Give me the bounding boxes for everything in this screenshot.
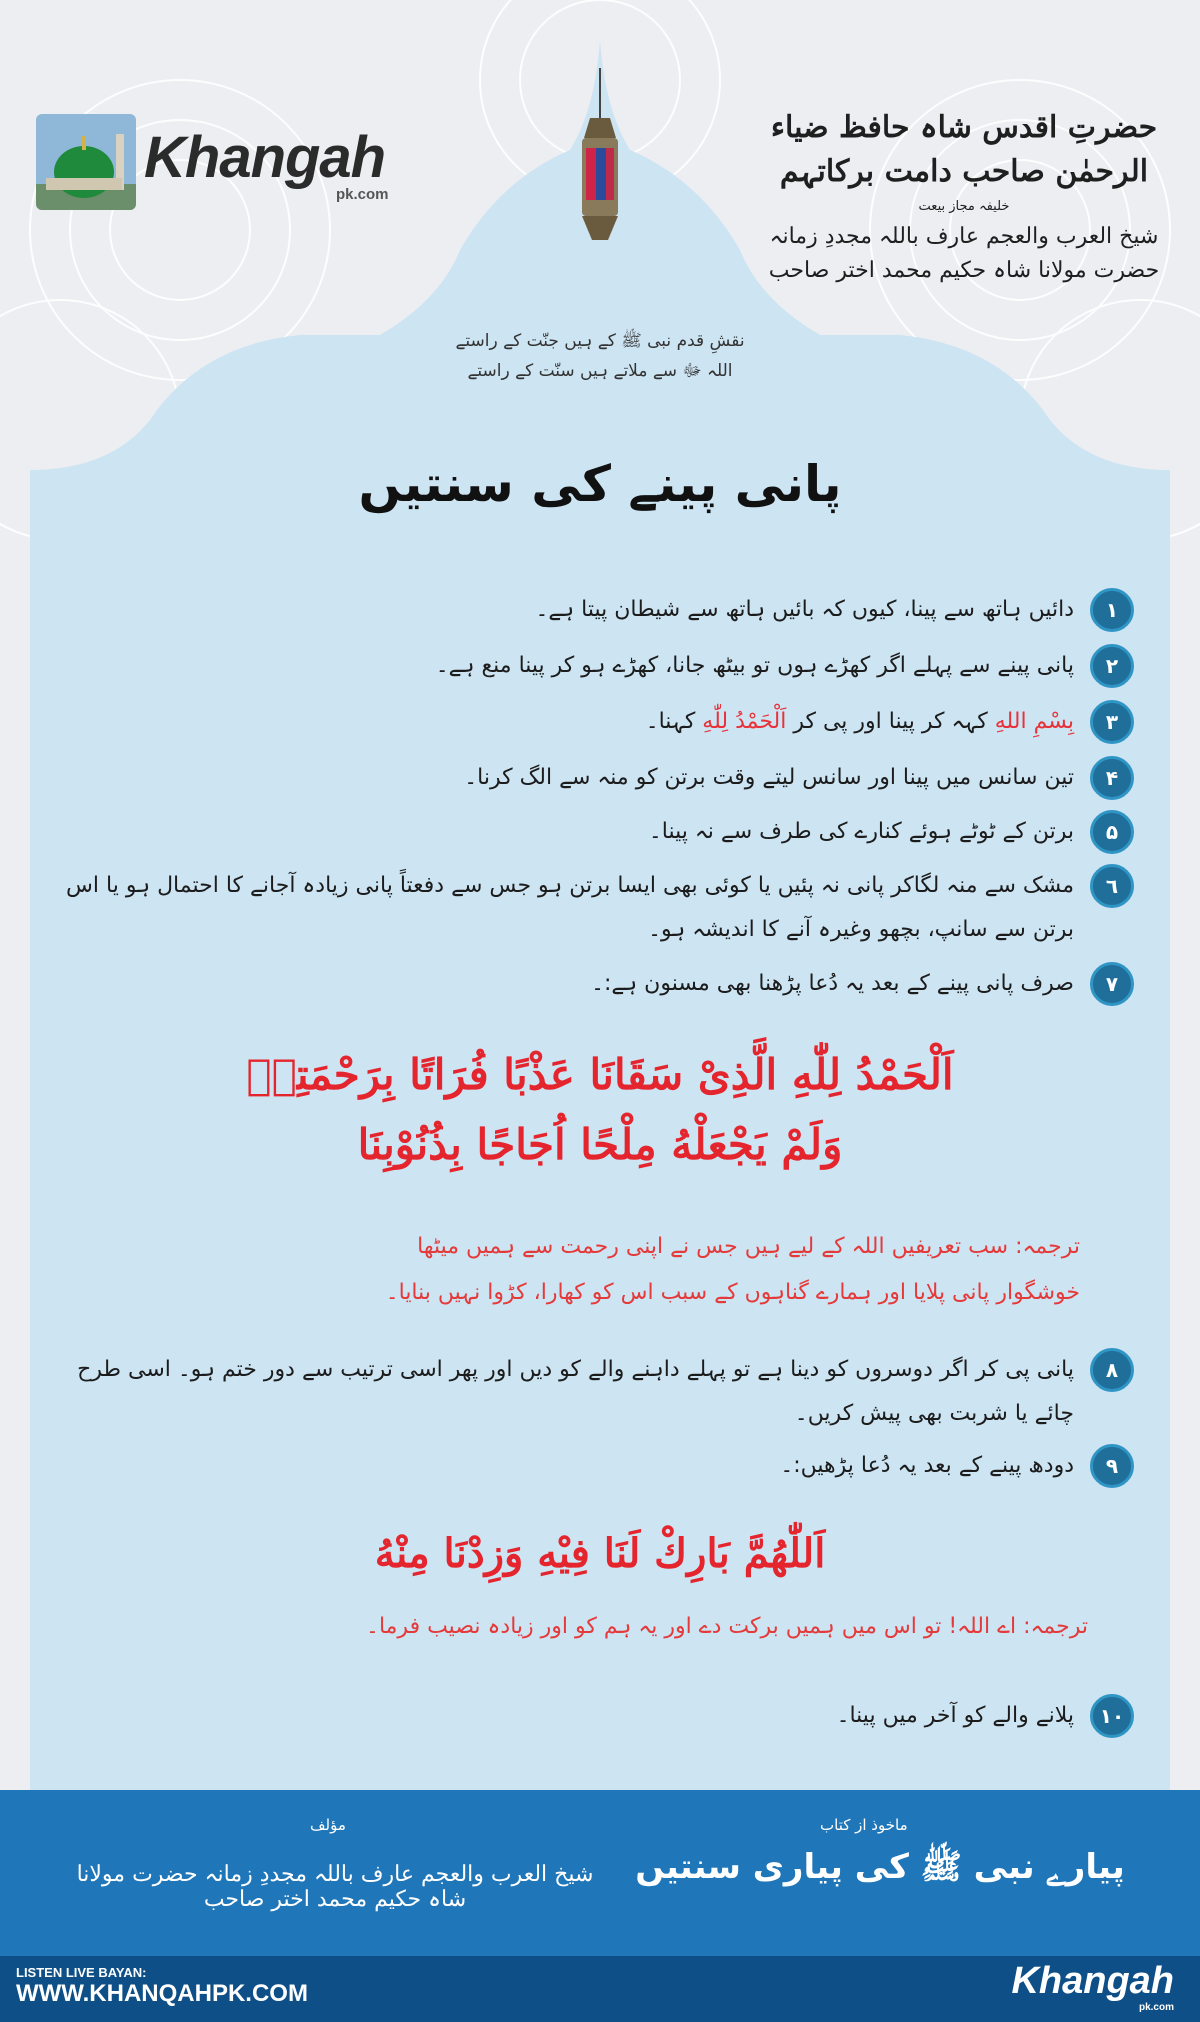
- item-number-badge: ٦: [1090, 864, 1134, 908]
- item-text: صرف پانی پینے کے بعد یہ دُعا پڑھنا بھی مسنون ہے:۔: [591, 971, 1074, 996]
- green-dome-image: [36, 114, 136, 210]
- item-text: پلانے والے کو آخر میں پینا۔: [836, 1703, 1074, 1728]
- list-item: [44, 588, 1134, 632]
- item-number-badge: ٧: [1090, 962, 1134, 1006]
- footer-logo-sub: pk.com: [1138, 2002, 1174, 2013]
- list-item: [44, 756, 1134, 800]
- item-text: دائیں ہاتھ سے پینا، کیوں کہ بائیں ہاتھ سے شیطان پیتا ہے۔: [535, 597, 1074, 622]
- dua-water-line-1: اَلْحَمْدُ لِلّٰهِ الَّذِیْ سَقَانَا عَذْبًا فُرَاتًا بِرَحْمَتِهٖ: [246, 1050, 954, 1099]
- bismillah-text: بِسْمِ اللهِ: [994, 709, 1074, 734]
- dua-water-translation-1: ترجمہ: سب تعریفیں اللہ کے لیے ہیں جس نے اپنی رحمت سے ہمیں میٹھا: [417, 1234, 1080, 1259]
- header-credits: [754, 106, 1174, 288]
- list-item: [44, 962, 1134, 1006]
- source-label: ماخوذ از کتاب: [820, 1816, 908, 1834]
- item-number-badge: ٩: [1090, 1444, 1134, 1488]
- alhamdulillah-text: اَلْحَمْدُ لِلّٰهِ: [702, 709, 787, 734]
- header-name: حضرتِ اقدس شاہ حافظ ضیاء الرحمٰن صاحب دامت برکاتہم: [770, 110, 1158, 189]
- list-item: [44, 700, 1134, 744]
- dua-milk-line: اَللّٰهُمَّ بَارِكْ لَنَا فِيْهِ وَزِدْنَا مِنْهُ: [374, 1530, 826, 1577]
- footer-logo[interactable]: Khangah: [1011, 1960, 1174, 2002]
- list-item: [44, 1694, 1134, 1738]
- item-number-badge: ٨: [1090, 1348, 1134, 1392]
- dua-milk-translation: ترجمہ: اے اللہ! تو اس میں ہمیں برکت دے اور یہ ہم کو اور زیادہ نصیب فرما۔: [366, 1614, 1088, 1639]
- item-text: مشک سے منہ لگاکر پانی نہ پئیں یا کوئی بھی ایسا برتن ہو جس سے دفعتاً پانی زیادہ آجانے کا احتمال ہو یا اس برتن سے سانپ، بچھو وغیرہ آنے کا اندیشہ ہو۔: [66, 873, 1074, 942]
- tagline-line-1: نقشِ قدم نبی ﷺ کے ہیں جنّت کے راستے: [455, 331, 745, 351]
- author-label: مؤلف: [310, 1816, 346, 1834]
- logo-wordmark: Khangah: [144, 125, 386, 190]
- item-text: برتن کے ٹوٹے ہوئے کنارے کی طرف سے نہ پینا۔: [648, 819, 1074, 844]
- page-title: پانی پینے کی سنتیں: [358, 455, 842, 513]
- lantern-icon: [568, 68, 632, 248]
- item-number-badge: ١٠: [1090, 1694, 1134, 1738]
- item-text: بِسْمِ اللهِ کہہ کر پینا اور پی کر اَلْحَمْدُ لِلّٰهِ کہنا۔: [645, 709, 1074, 734]
- logo-subtext: pk.com: [336, 186, 389, 203]
- list-item: [44, 1444, 1134, 1488]
- tagline-line-2: اللہ ﷻ سے ملاتے ہیں سنّت کے راستے: [467, 361, 733, 381]
- dua-water-translation-2: خوشگوار پانی پلایا اور ہمارے گناہوں کے سبب اس کو کھارا، کڑوا نہیں بنایا۔: [385, 1280, 1080, 1305]
- footer-bar: [0, 1956, 1200, 2022]
- book-title: پیارے نبی ﷺ کی پیاری سنتیں: [635, 1847, 1125, 1887]
- item-number-badge: ١: [1090, 588, 1134, 632]
- header-shaikh: شیخ العرب والعجم عارف باللہ مجددِ زمانہ حضرت مولانا شاہ حکیم محمد اختر صاحب: [768, 224, 1160, 283]
- author-name: شیخ العرب والعجم عارف باللہ مجددِ زمانہ حضرت مولانا شاہ حکیم محمد اختر صاحب: [76, 1862, 594, 1912]
- list-item: [44, 864, 1134, 952]
- list-item: [44, 644, 1134, 688]
- header-subtitle: خلیفہ مجاز بیعت: [918, 199, 1010, 214]
- item-text: دودھ پینے کے بعد یہ دُعا پڑھیں:۔: [780, 1453, 1074, 1478]
- item-text: تین سانس میں پینا اور سانس لیتے وقت برتن کو منہ سے الگ کرنا۔: [464, 765, 1074, 790]
- listen-label: LISTEN LIVE BAYAN:: [16, 1965, 147, 1980]
- item-text: پانی پی کر اگر دوسروں کو دینا ہے تو پہلے داہنے والے کو دیں اور پھر اسی ترتیب سے دور ختم ہو۔ اسی طرح چائے یا شربت بھی پیش کریں۔: [77, 1357, 1074, 1426]
- item-text: پانی پینے سے پہلے اگر کھڑے ہوں تو بیٹھ جانا، کھڑے ہو کر پینا منع ہے۔: [435, 653, 1074, 678]
- item-number-badge: ۵: [1090, 810, 1134, 854]
- list-item: [44, 1348, 1134, 1436]
- list-item: [44, 810, 1134, 854]
- item-number-badge: ٢: [1090, 644, 1134, 688]
- item-number-badge: ۴: [1090, 756, 1134, 800]
- khangah-logo[interactable]: [36, 106, 416, 216]
- item-number-badge: ٣: [1090, 700, 1134, 744]
- website-link[interactable]: WWW.KHANQAHPK.COM: [16, 1980, 308, 2007]
- dua-water-line-2: وَلَمْ يَجْعَلْهُ مِلْحًا اُجَاجًا بِذُنُوْبِنَا: [357, 1120, 843, 1169]
- footer-book-info: [0, 1790, 1200, 1956]
